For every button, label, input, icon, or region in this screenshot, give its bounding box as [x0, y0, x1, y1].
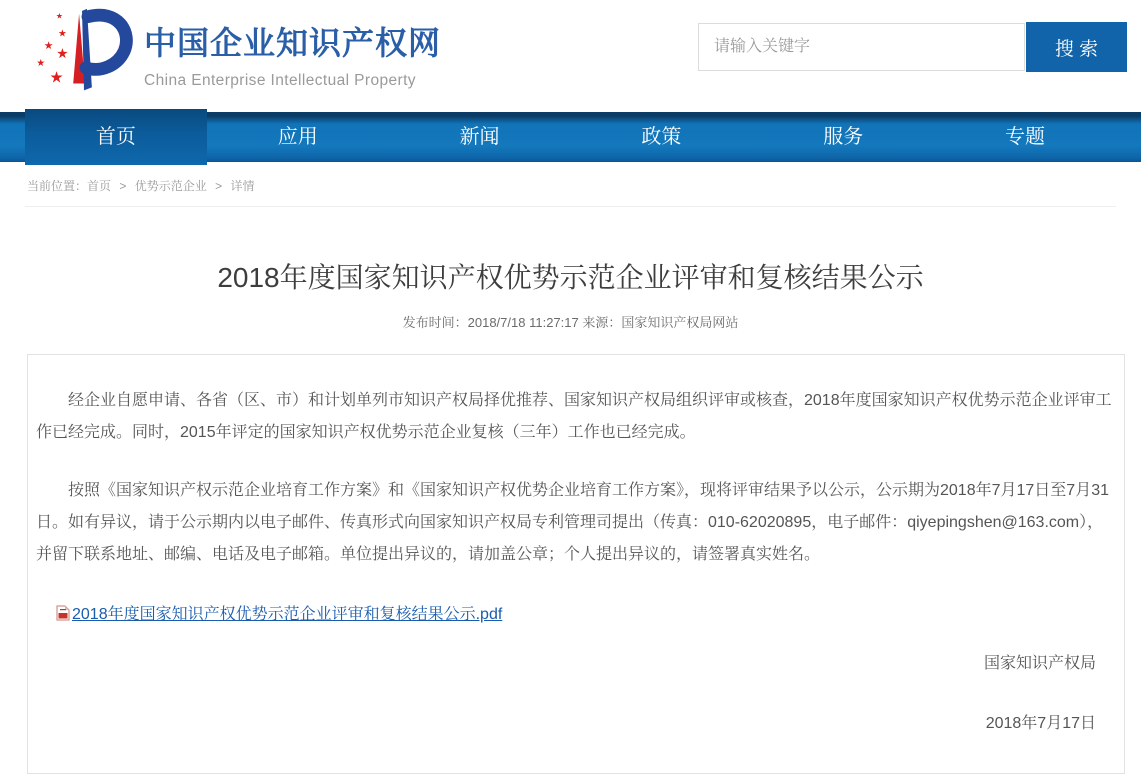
breadcrumb-separator: > [119, 179, 127, 193]
svg-text:★: ★ [56, 45, 69, 61]
logo-stars [36, 12, 68, 87]
article-paragraph: 经企业自愿申请、各省（区、市）和计划单列市知识产权局择优推荐、国家知识产权局组织评审或核查，2018年度国家知识产权优势示范企业评审工作已经完成。同时，2015年评定的国家知识产权优势示范企业复核（三年）工作也已经完成。 [36, 392, 1112, 441]
site-title: 中国企业知识产权网 [144, 25, 442, 61]
search-button[interactable]: 搜 索 [1026, 22, 1127, 72]
svg-text:★: ★ [43, 40, 54, 53]
main-nav [0, 112, 1141, 162]
brand-block [144, 18, 441, 90]
nav-item-application[interactable]: 应用 [277, 126, 318, 148]
svg-text:★: ★ [58, 28, 67, 40]
search-area [698, 22, 1127, 72]
article-paragraph: 按照《国家知识产权示范企业培育工作方案》和《国家知识产权优势企业培育工作方案》，现将评审结果予以公示，公示期为2018年7月17日至7月31日。如有异议，请于公示期内以电子邮件、传真形式向国家知识产权局专利管理司提出（传真：010-62020895，电子邮件：qiyepingshen@163.com），并留下联系地址、邮编、电话及电子邮箱。单位提出异议的，请加盖公章；个人提出异议的，请签署真实姓名。 [36, 482, 1109, 563]
breadcrumb-home[interactable]: 首页 [87, 179, 112, 193]
breadcrumb [25, 162, 1116, 207]
breadcrumb-detail[interactable]: 详情 [230, 179, 255, 193]
breadcrumb-prefix: 当前位置： [27, 179, 88, 193]
nav-items [25, 112, 1116, 162]
svg-text:★: ★ [36, 57, 46, 69]
svg-text:★: ★ [49, 69, 64, 87]
site-header [0, 0, 1141, 112]
signature-date: 2018年7月17日 [985, 715, 1096, 732]
attachment-row [36, 601, 1116, 624]
svg-text:★: ★ [55, 11, 63, 21]
pdf-file-icon [56, 605, 70, 621]
article-title: 2018年度国家知识产权优势示范企业评审和复核结果公示 [217, 262, 924, 293]
nav-item-service[interactable]: 服务 [823, 126, 864, 148]
signature-org: 国家知识产权局 [983, 655, 1096, 672]
logo-p-bowl [86, 15, 126, 69]
article-content-box [27, 354, 1125, 774]
attachment-pdf-link[interactable]: 2018年度国家知识产权优势示范企业评审和复核结果公示.pdf [72, 606, 503, 623]
breadcrumb-category[interactable]: 优势示范企业 [134, 179, 207, 193]
nav-item-home[interactable]: 首页 [25, 109, 207, 165]
nav-item-news[interactable]: 新闻 [459, 126, 500, 148]
search-input[interactable] [698, 23, 1025, 71]
breadcrumb-separator: > [215, 179, 223, 193]
nav-item-policy[interactable]: 政策 [641, 126, 682, 148]
article-meta: 发布时间：2018/7/18 11:27:17 来源：国家知识产权局网站 [402, 315, 739, 330]
nav-item-special[interactable]: 专题 [1005, 126, 1046, 148]
site-subtitle: China Enterprise Intellectual Property [144, 72, 416, 89]
site-logo[interactable] [30, 6, 138, 104]
